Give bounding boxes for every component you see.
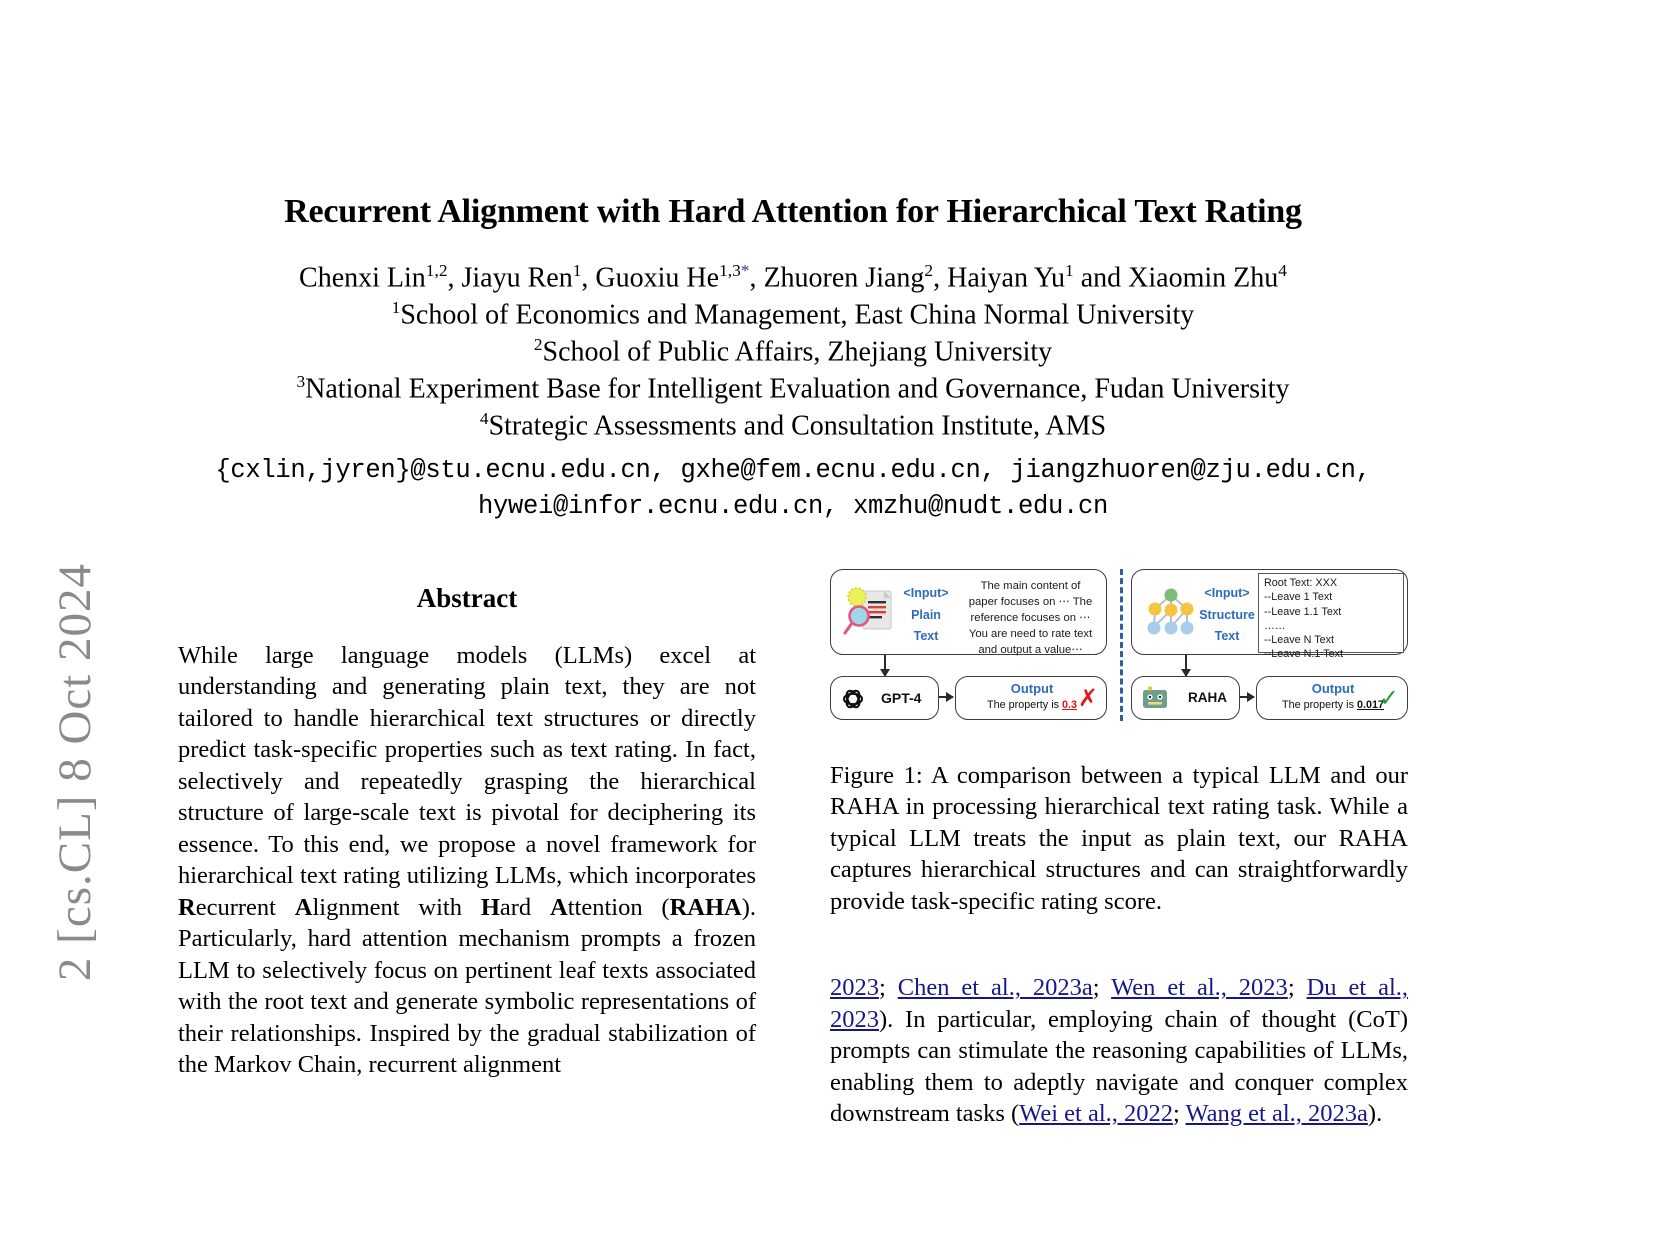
gpt4-output-box [955,676,1107,720]
author-1: Chenxi Lin [299,262,426,294]
raha-model-box [1131,676,1240,720]
structure-content-line-5: --Leave N Text [1264,634,1335,646]
affiliation-2 [178,334,1408,371]
abstract-bold-H: H [480,893,500,921]
emails-line-2: hywei@infor.ecnu.edu.cn, xmzhu@nudt.edu.cn [477,492,1109,522]
author-6: and Xiaomin Zhu [1073,262,1279,294]
raha-output-title: Output [1311,681,1355,696]
citation-link-2[interactable]: Chen et al., 2023a [897,974,1093,1002]
author-emails [178,453,1408,525]
raha-output-box [1256,676,1408,720]
right-column [830,565,1408,1130]
author-6-affil-mark: 4 [1278,261,1287,281]
abstract-seg-4: ard [499,893,551,921]
abstract-heading: Abstract [416,583,518,613]
figure-1-diagram [830,565,1408,730]
page-title: Recurrent Alignment with Hard Attention for Hierarchical Text Rating [284,193,1302,230]
gpt4-output-title: Output [1010,681,1054,696]
figure-1-caption: Figure 1: A comparison between a typical LLM and our RAHA in processing hierarchical text rating task. While a typical LLM treats the input as plain text, our RAHA captures hierarchical structures and can straightforwardly provide task-specific rating score. [830,762,1408,915]
plain-input-label [893,583,959,648]
abstract-seg-5: ttention ( [567,893,670,921]
affiliation-3-mark: 3 [296,372,306,392]
flow-arrow-down-left [884,655,886,676]
structure-content-line-6: --Leave N.1 Text [1264,648,1344,661]
figure-left-panel [830,565,1107,730]
plain-content-line-3: reference focuses on ⋯ [970,612,1091,625]
abstract-bold-A1: A [294,893,313,921]
figure-right-panel [1131,565,1408,730]
author-list [178,260,1408,297]
body-sep-4: ; [1173,1100,1186,1128]
affiliation-4-mark: 4 [479,409,489,429]
openai-logo-icon [839,685,867,718]
structure-content-line-2: --Leave 1 Text [1264,591,1333,604]
abstract-seg-2: ecurrent [195,893,295,921]
affiliation-1 [178,297,1408,334]
citation-link-3[interactable]: Wen et al., 2023 [1111,974,1288,1002]
robot-icon [1140,686,1170,717]
tree-graph-icon [1142,583,1200,641]
citation-link-5[interactable]: Wei et al., 2022 [1019,1100,1174,1128]
abstract-seg-1: While large language models (LLMs) excel at understanding and generating plain text, they are not tailored to handle hierarchical text structures or directly predict task-specific properties such as text rating. In fact, selectively and repeatedly grasping the hierarchical structure of large-scale text is pivotal for deciphering its essence. To this end, we propose a novel framework for hierarchical text rating utilizing LLMs, which incorporates [178,642,756,890]
body-sep-2: ; [1092,974,1112,1002]
body-text-seg-1: ). In particular, employing chain of thought (CoT) prompts can stimulate the reasoning capabilities of LLMs, enabling them to adeptly navigate and conquer complex downstream tasks ( [830,1005,1408,1128]
intro-body-text [830,972,1408,1129]
figure-1 [830,565,1408,917]
gpt4-model-name: GPT-4 [881,690,922,706]
check-icon: ✓ [1378,685,1399,712]
plain-text-input-box [830,569,1107,655]
structure-input-type-1: Structure [1199,607,1255,622]
plain-content-line-1: The main content of [980,580,1081,592]
affiliation-2-mark: 2 [533,335,543,355]
structure-input-tag: <Input> [1204,586,1250,600]
flow-arrow-right-right [1240,696,1254,698]
plain-content-line-5: and output a value⋯ [978,644,1083,657]
plain-input-tag: <Input> [903,586,949,600]
affiliation-4-text: Strategic Assessments and Consultation Institute, AMS [488,410,1107,442]
author-4-affil-mark: 2 [924,261,934,281]
flow-arrow-down-right [1185,655,1187,676]
structure-content-line-3: --Leave 1.1 Text [1264,605,1342,618]
author-1-affil-mark: 1,2 [425,261,448,281]
gpt4-output-value: 0.3 [1062,699,1078,711]
raha-model-name: RAHA [1188,690,1227,705]
structure-content-line-1: Root Text: XXX [1264,577,1338,589]
body-text-seg-2: ). [1367,1100,1383,1128]
structure-input-type-2: Text [1214,629,1240,643]
citation-link-6[interactable]: Wang et al., 2023a [1185,1100,1368,1128]
structure-text-input-box [1131,569,1408,661]
document-search-icon [841,583,899,641]
affiliation-4 [178,408,1408,445]
corresponding-author-mark: * [740,261,750,281]
author-2-affil-mark: 1 [572,261,582,281]
abstract-bold-A2: A [550,893,568,921]
plain-content-line-2: paper focuses on ⋯ The [968,596,1093,609]
gpt4-output-prefix: The property is [986,699,1062,711]
gpt4-model-box [830,676,939,720]
cross-icon: ✗ [1077,685,1098,712]
author-5: , Haiyan Yu [933,262,1066,294]
left-column [178,565,756,1130]
figure-divider [1120,569,1123,721]
plain-content-line-4: You are need to rate text [968,628,1093,641]
body-columns [178,565,1408,1130]
abstract-bold-RAHA: RAHA [669,893,742,921]
body-sep-3: ; [1287,974,1307,1002]
abstract-seg-6: ). Particularly, hard attention mechanism prompts a frozen LLM to selectively focus on pertinent leaf texts associated with the root text and generate symbolic representations of their relationships. Inspired by the gradual stabilization of the Markov Chain, recurrent alignment [178,893,756,1079]
abstract-seg-3: lignment with [312,893,481,921]
body-sep-1: ; [879,974,898,1002]
structure-input-label [1194,583,1260,648]
citation-link-4[interactable]: Du et al., 2023 [830,974,1408,1033]
structure-input-content [1264,576,1407,662]
author-5-affil-mark: 1 [1065,261,1074,281]
arxiv-stamp: 2 [cs.CL] 8 Oct 2024 [49,562,101,982]
flow-arrow-right-left [939,696,953,698]
affiliation-2-text: School of Public Affairs, Zhejiang University [542,336,1053,368]
paper-page [178,0,1408,1241]
author-3-affil-mark: 1,3 [719,261,741,281]
citation-link-1[interactable]: 2023 [830,974,879,1002]
raha-output-prefix: The property is [1281,699,1357,711]
affiliation-3-text: National Experiment Base for Intelligent Evaluation and Governance, Fudan University [305,373,1290,405]
author-2: , Jiayu Ren [447,262,573,294]
structure-content-line-4: …… [1264,619,1286,632]
affiliation-1-mark: 1 [391,298,401,318]
affiliation-1-text: School of Economics and Management, East China Normal University [400,299,1195,331]
abstract-text [178,640,756,1081]
plain-input-content [959,578,1102,658]
plain-input-type-2: Text [913,629,939,643]
author-3: , Guoxiu He [581,262,720,294]
author-4: , Zhuoren Jiang [749,262,925,294]
raha-output-value: 0.017 [1356,699,1385,711]
affiliation-3 [178,371,1408,408]
plain-input-type-1: Plain [911,607,941,622]
emails-line-1: {cxlin,jyren}@stu.ecnu.edu.cn, gxhe@fem.ecnu.edu.cn, jiangzhuoren@zju.edu.cn, [215,456,1371,486]
abstract-bold-R: R [178,893,196,921]
